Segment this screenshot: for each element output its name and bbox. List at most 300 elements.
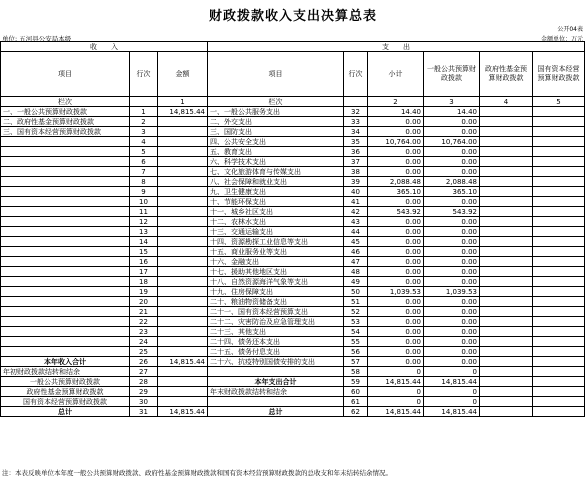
income-amount	[158, 277, 208, 287]
expenditure-item: 八、社会保障和就业支出	[208, 177, 344, 187]
report-title: 财政拨款收入支出决算总表	[208, 9, 377, 24]
expenditure-item: 九、卫生健康支出	[208, 187, 344, 197]
income-line-number: 31	[130, 407, 158, 417]
expenditure-item: 十二、农林水支出	[208, 217, 344, 227]
state-capital-amount	[533, 137, 585, 147]
expenditure-item: 二十二、灾害防治及应急管理支出	[208, 317, 344, 327]
state-capital-amount	[533, 117, 585, 127]
gov-fund-amount	[480, 367, 533, 377]
state-capital-amount	[533, 167, 585, 177]
general-budget-amount: 0.00	[424, 317, 480, 327]
expenditure-line-number: 43	[344, 217, 368, 227]
expenditure-line-number: 51	[344, 297, 368, 307]
header-gov-fund: 政府性基金预算财政拨款	[480, 52, 533, 97]
expenditure-line-number: 34	[344, 127, 368, 137]
expenditure-item: 十五、商业服务业等支出	[208, 247, 344, 257]
expenditure-line-number: 46	[344, 247, 368, 257]
income-line-number: 11	[130, 207, 158, 217]
income-amount	[158, 207, 208, 217]
income-line-number: 17	[130, 267, 158, 277]
expenditure-line-number: 48	[344, 267, 368, 277]
general-budget-amount: 1,039.53	[424, 287, 480, 297]
table-row	[1, 117, 585, 127]
income-amount	[158, 367, 208, 377]
state-capital-amount	[533, 227, 585, 237]
state-capital-amount	[533, 127, 585, 137]
expenditure-subtotal: 0	[368, 387, 424, 397]
general-budget-amount: 14,815.44	[424, 407, 480, 417]
table-row	[1, 347, 585, 357]
expenditure-item: 五、教育支出	[208, 147, 344, 157]
general-budget-amount: 0.00	[424, 127, 480, 137]
income-item: 年初财政拨款结转和结余	[1, 367, 130, 377]
table-row	[1, 247, 585, 257]
state-capital-amount	[533, 307, 585, 317]
income-item: 政府性基金预算财政拨款	[1, 387, 130, 397]
header-general-budget: 一般公共预算财政拨款	[424, 52, 480, 97]
general-budget-amount: 0	[424, 397, 480, 407]
expenditure-subtotal: 0.00	[368, 357, 424, 367]
income-item	[1, 177, 130, 187]
state-capital-amount	[533, 207, 585, 217]
column-number-1: 1	[158, 97, 208, 107]
table-row	[1, 337, 585, 347]
general-budget-amount: 0.00	[424, 197, 480, 207]
gov-fund-amount	[480, 107, 533, 117]
expenditure-subtotal: 14,815.44	[368, 377, 424, 387]
income-amount: 14,815.44	[158, 107, 208, 117]
table-row	[1, 127, 585, 137]
income-item	[1, 327, 130, 337]
expenditure-line-number: 42	[344, 207, 368, 217]
gov-fund-amount	[480, 147, 533, 157]
header-line-right: 行次	[344, 52, 368, 97]
income-item: 总计	[1, 407, 130, 417]
table-row	[1, 307, 585, 317]
expenditure-item: 十九、住房保障支出	[208, 287, 344, 297]
state-capital-amount	[533, 247, 585, 257]
income-line-number: 5	[130, 147, 158, 157]
table-row	[1, 257, 585, 267]
income-amount	[158, 127, 208, 137]
header-item-right: 项目	[208, 52, 344, 97]
expenditure-line-number: 58	[344, 367, 368, 377]
income-item	[1, 237, 130, 247]
income-amount	[158, 197, 208, 207]
column-number-row	[1, 97, 585, 107]
expenditure-item: 一、一般公共服务支出	[208, 107, 344, 117]
expenditure-subtotal: 0.00	[368, 167, 424, 177]
income-item	[1, 187, 130, 197]
income-line-number: 27	[130, 367, 158, 377]
income-amount	[158, 307, 208, 317]
gov-fund-amount	[480, 337, 533, 347]
income-item: 本年收入合计	[1, 357, 130, 367]
expenditure-subtotal: 0.00	[368, 317, 424, 327]
expenditure-line-number: 54	[344, 327, 368, 337]
expenditure-line-number: 60	[344, 387, 368, 397]
expenditure-item: 二十四、债务还本支出	[208, 337, 344, 347]
income-amount	[158, 137, 208, 147]
table-row	[1, 107, 585, 117]
income-line-number: 8	[130, 177, 158, 187]
expenditure-subtotal: 0.00	[368, 267, 424, 277]
money-unit: 金额单位：万元	[540, 36, 583, 43]
table-row	[1, 157, 585, 167]
expenditure-subtotal: 0.00	[368, 307, 424, 317]
general-budget-amount: 0.00	[424, 157, 480, 167]
general-budget-amount: 10,764.00	[424, 137, 480, 147]
expenditure-subtotal: 0.00	[368, 327, 424, 337]
expenditure-item: 二十、粮油物资储备支出	[208, 297, 344, 307]
report-table	[0, 41, 585, 417]
gov-fund-amount	[480, 277, 533, 287]
income-line-number: 4	[130, 137, 158, 147]
income-item	[1, 157, 130, 167]
table-row	[1, 367, 585, 377]
income-line-number: 21	[130, 307, 158, 317]
expenditure-item	[208, 397, 344, 407]
income-amount	[158, 377, 208, 387]
state-capital-amount	[533, 407, 585, 417]
state-capital-amount	[533, 397, 585, 407]
state-capital-amount	[533, 257, 585, 267]
gov-fund-amount	[480, 167, 533, 177]
table-row	[1, 147, 585, 157]
income-line-number: 3	[130, 127, 158, 137]
expenditure-subtotal: 0.00	[368, 157, 424, 167]
general-budget-amount: 0.00	[424, 297, 480, 307]
expenditure-subtotal: 0	[368, 397, 424, 407]
income-item: 国有资本经营预算财政拨款	[1, 397, 130, 407]
state-capital-amount	[533, 197, 585, 207]
income-line-number: 7	[130, 167, 158, 177]
header-line-left: 行次	[130, 52, 158, 97]
table-row	[1, 297, 585, 307]
expenditure-line-number: 47	[344, 257, 368, 267]
gov-fund-amount	[480, 137, 533, 147]
expenditure-line-number: 32	[344, 107, 368, 117]
expenditure-item: 二十五、债务付息支出	[208, 347, 344, 357]
state-capital-amount	[533, 217, 585, 227]
income-line-number: 18	[130, 277, 158, 287]
expenditure-line-number: 35	[344, 137, 368, 147]
expenditure-item: 十四、资源勘探工业信息等支出	[208, 237, 344, 247]
general-budget-amount: 0.00	[424, 167, 480, 177]
income-amount	[158, 337, 208, 347]
state-capital-amount	[533, 237, 585, 247]
state-capital-amount	[533, 377, 585, 387]
income-item	[1, 297, 130, 307]
general-budget-amount: 0.00	[424, 237, 480, 247]
general-budget-amount: 0	[424, 367, 480, 377]
gov-fund-amount	[480, 397, 533, 407]
general-budget-amount: 0.00	[424, 247, 480, 257]
general-budget-amount: 0.00	[424, 347, 480, 357]
expenditure-line-number: 41	[344, 197, 368, 207]
expenditure-section-header: 支 出	[208, 42, 585, 52]
expenditure-line-number: 55	[344, 337, 368, 347]
general-budget-amount: 0.00	[424, 267, 480, 277]
general-budget-amount: 365.10	[424, 187, 480, 197]
expenditure-item: 十、节能环保支出	[208, 197, 344, 207]
expenditure-line-number: 33	[344, 117, 368, 127]
income-amount	[158, 227, 208, 237]
header-item-left: 项目	[1, 52, 130, 97]
expenditure-item: 三、国防支出	[208, 127, 344, 137]
income-amount	[158, 297, 208, 307]
expenditure-subtotal: 0.00	[368, 217, 424, 227]
income-item	[1, 307, 130, 317]
expenditure-line-number: 45	[344, 237, 368, 247]
expenditure-item: 六、科学技术支出	[208, 157, 344, 167]
gov-fund-amount	[480, 327, 533, 337]
income-amount	[158, 237, 208, 247]
income-line-number: 16	[130, 257, 158, 267]
income-item	[1, 277, 130, 287]
income-amount	[158, 327, 208, 337]
expenditure-item: 本年支出合计	[208, 377, 344, 387]
expenditure-item: 二十三、其他支出	[208, 327, 344, 337]
income-item	[1, 247, 130, 257]
table-row	[1, 197, 585, 207]
table-row	[1, 187, 585, 197]
table-row	[1, 167, 585, 177]
gov-fund-amount	[480, 377, 533, 387]
expenditure-subtotal: 0.00	[368, 347, 424, 357]
expenditure-subtotal: 0.00	[368, 247, 424, 257]
expenditure-item	[208, 367, 344, 377]
state-capital-amount	[533, 147, 585, 157]
expenditure-item: 十三、交通运输支出	[208, 227, 344, 237]
expenditure-subtotal: 10,764.00	[368, 137, 424, 147]
expenditure-line-number: 62	[344, 407, 368, 417]
expenditure-item: 十六、金融支出	[208, 257, 344, 267]
state-capital-amount	[533, 327, 585, 337]
expenditure-line-number: 53	[344, 317, 368, 327]
expenditure-subtotal: 0.00	[368, 197, 424, 207]
expenditure-line-number: 39	[344, 177, 368, 187]
table-row	[1, 177, 585, 187]
general-budget-amount: 0.00	[424, 257, 480, 267]
income-line-number: 22	[130, 317, 158, 327]
expenditure-item: 十七、援助其他地区支出	[208, 267, 344, 277]
income-item	[1, 347, 130, 357]
column-number-5: 5	[533, 97, 585, 107]
state-capital-amount	[533, 287, 585, 297]
general-budget-amount: 0.00	[424, 147, 480, 157]
income-amount	[158, 217, 208, 227]
income-item	[1, 227, 130, 237]
state-capital-amount	[533, 187, 585, 197]
expenditure-item: 七、文化旅游体育与传媒支出	[208, 167, 344, 177]
general-budget-amount: 0.00	[424, 307, 480, 317]
income-amount	[158, 257, 208, 267]
income-amount	[158, 247, 208, 257]
income-item	[1, 287, 130, 297]
form-code: 公开04表	[557, 26, 583, 33]
income-line-number: 29	[130, 387, 158, 397]
general-budget-amount: 0.00	[424, 357, 480, 367]
general-budget-amount: 543.92	[424, 207, 480, 217]
gov-fund-amount	[480, 207, 533, 217]
table-row	[1, 267, 585, 277]
income-line-number: 24	[130, 337, 158, 347]
gov-fund-amount	[480, 307, 533, 317]
general-budget-amount: 0	[424, 387, 480, 397]
state-capital-amount	[533, 277, 585, 287]
gov-fund-amount	[480, 357, 533, 367]
column-number-3: 3	[424, 97, 480, 107]
expenditure-line-number: 56	[344, 347, 368, 357]
state-capital-amount	[533, 177, 585, 187]
income-amount	[158, 317, 208, 327]
income-item: 一、一般公共预算财政拨款	[1, 107, 130, 117]
expenditure-subtotal: 0.00	[368, 117, 424, 127]
table-row	[1, 237, 585, 247]
expenditure-subtotal: 14.40	[368, 107, 424, 117]
expenditure-line-number: 40	[344, 187, 368, 197]
table-row	[1, 227, 585, 237]
income-amount	[158, 387, 208, 397]
table-row	[1, 287, 585, 297]
gov-fund-amount	[480, 297, 533, 307]
expenditure-subtotal: 543.92	[368, 207, 424, 217]
income-item: 三、国有资本经营预算财政拨款	[1, 127, 130, 137]
column-label-right: 栏次	[208, 97, 344, 107]
expenditure-subtotal: 365.10	[368, 187, 424, 197]
general-budget-amount: 0.00	[424, 277, 480, 287]
gov-fund-amount	[480, 287, 533, 297]
unit-label: 单位: 五河县公安局本级	[2, 35, 72, 43]
income-item	[1, 317, 130, 327]
state-capital-amount	[533, 337, 585, 347]
header-state-capital: 国有资本经营预算财政拨款	[533, 52, 585, 97]
state-capital-amount	[533, 297, 585, 307]
income-amount	[158, 287, 208, 297]
income-line-number: 28	[130, 377, 158, 387]
table-row	[1, 317, 585, 327]
expenditure-item: 十八、自然资源海洋气象等支出	[208, 277, 344, 287]
income-amount	[158, 347, 208, 357]
column-number-4: 4	[480, 97, 533, 107]
income-line-number: 14	[130, 237, 158, 247]
gov-fund-amount	[480, 317, 533, 327]
income-section-header: 收 入	[1, 42, 208, 52]
general-budget-amount: 0.00	[424, 217, 480, 227]
income-item: 二、政府性基金预算财政拨款	[1, 117, 130, 127]
table-row	[1, 397, 585, 407]
income-line-number: 30	[130, 397, 158, 407]
income-line-number: 13	[130, 227, 158, 237]
income-line-number: 10	[130, 197, 158, 207]
income-amount	[158, 397, 208, 407]
income-item	[1, 137, 130, 147]
header-amount: 金额	[158, 52, 208, 97]
state-capital-amount	[533, 267, 585, 277]
general-budget-amount: 0.00	[424, 227, 480, 237]
expenditure-item: 总计	[208, 407, 344, 417]
income-line-number: 6	[130, 157, 158, 167]
state-capital-amount	[533, 357, 585, 367]
table-row	[1, 357, 585, 367]
expenditure-line-number: 36	[344, 147, 368, 157]
income-item	[1, 207, 130, 217]
income-line-number: 2	[130, 117, 158, 127]
income-line-number: 23	[130, 327, 158, 337]
expenditure-line-number: 57	[344, 357, 368, 367]
expenditure-subtotal: 0.00	[368, 127, 424, 137]
column-number-2: 2	[368, 97, 424, 107]
expenditure-subtotal: 0.00	[368, 227, 424, 237]
expenditure-line-number: 61	[344, 397, 368, 407]
income-line-number: 25	[130, 347, 158, 357]
income-amount: 14,815.44	[158, 407, 208, 417]
income-line-number: 1	[130, 107, 158, 117]
state-capital-amount	[533, 387, 585, 397]
expenditure-subtotal: 2,088.48	[368, 177, 424, 187]
table-row	[1, 407, 585, 417]
table-row	[1, 377, 585, 387]
income-item	[1, 257, 130, 267]
income-item	[1, 217, 130, 227]
expenditure-item: 二十六、抗疫特别国债安排的支出	[208, 357, 344, 367]
gov-fund-amount	[480, 347, 533, 357]
general-budget-amount: 14,815.44	[424, 377, 480, 387]
table-row	[1, 327, 585, 337]
gov-fund-amount	[480, 187, 533, 197]
expenditure-item: 年末财政拨款结转和结余	[208, 387, 344, 397]
expenditure-line-number: 37	[344, 157, 368, 167]
expenditure-line-number: 52	[344, 307, 368, 317]
income-item	[1, 197, 130, 207]
gov-fund-amount	[480, 157, 533, 167]
footnote: 注：本表反映单位本年度一般公共预算财政拨款、政府性基金预算财政拨款和国有资本经营预算财政拨款的总收支和年末结转结余情况。	[2, 469, 392, 477]
gov-fund-amount	[480, 127, 533, 137]
expenditure-line-number: 59	[344, 377, 368, 387]
state-capital-amount	[533, 157, 585, 167]
state-capital-amount	[533, 367, 585, 377]
column-label-left: 栏次	[1, 97, 130, 107]
gov-fund-amount	[480, 247, 533, 257]
income-amount: 14,815.44	[158, 357, 208, 367]
income-line-number: 19	[130, 287, 158, 297]
gov-fund-amount	[480, 217, 533, 227]
income-line-number: 9	[130, 187, 158, 197]
table-row	[1, 207, 585, 217]
income-line-number: 12	[130, 217, 158, 227]
general-budget-amount: 0.00	[424, 337, 480, 347]
income-line-number: 15	[130, 247, 158, 257]
income-item: 一般公共预算财政拨款	[1, 377, 130, 387]
expenditure-line-number: 44	[344, 227, 368, 237]
income-amount	[158, 167, 208, 177]
table-row	[1, 277, 585, 287]
state-capital-amount	[533, 317, 585, 327]
header-subtotal: 小计	[368, 52, 424, 97]
expenditure-subtotal: 0.00	[368, 257, 424, 267]
income-amount	[158, 147, 208, 157]
general-budget-amount: 0.00	[424, 327, 480, 337]
income-amount	[158, 267, 208, 277]
expenditure-item: 二、外交支出	[208, 117, 344, 127]
gov-fund-amount	[480, 117, 533, 127]
gov-fund-amount	[480, 257, 533, 267]
income-item	[1, 337, 130, 347]
expenditure-line-number: 38	[344, 167, 368, 177]
income-line-number: 20	[130, 297, 158, 307]
expenditure-line-number: 49	[344, 277, 368, 287]
